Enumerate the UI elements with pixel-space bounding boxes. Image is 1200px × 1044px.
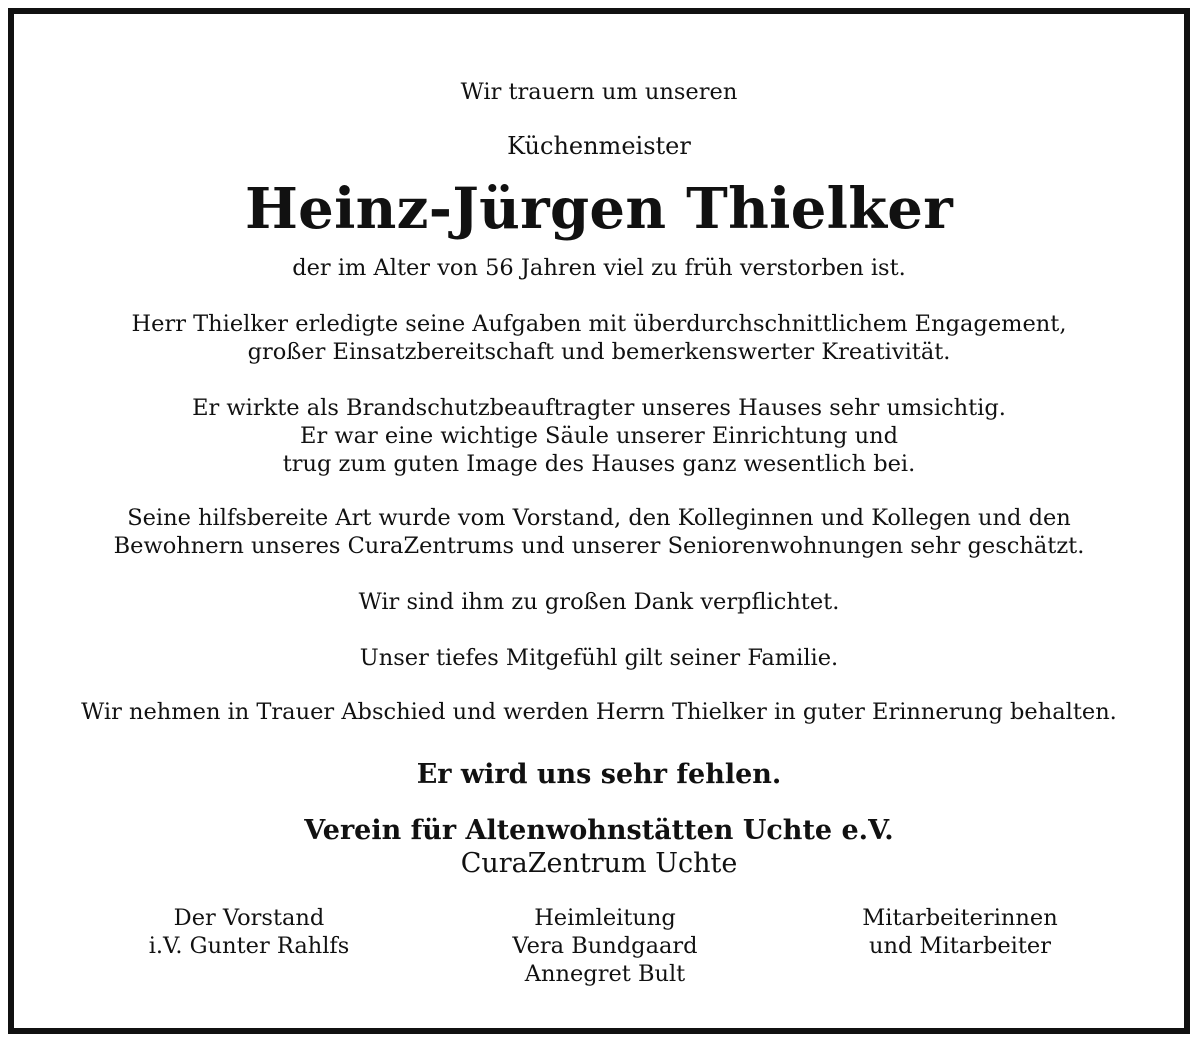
obituary-notice: [8, 8, 1190, 1034]
signature-management: [455, 904, 755, 988]
signature-line: Vera Bundgaard: [512, 933, 698, 959]
paragraph-engagement-line: großer Einsatzbereitschaft und bemerkenswerter Kreativität.: [247, 339, 951, 365]
paragraph-gratitude: Wir sind ihm zu großen Dank verpflichtet.: [358, 589, 840, 615]
signature-line: Heimleitung: [534, 905, 676, 931]
suborganization-name: CuraZentrum Uchte: [460, 848, 738, 879]
paragraph-farewell: Wir nehmen in Trauer Abschied und werden Herrn Thielker in guter Erinnerung behalten.: [81, 699, 1117, 725]
intro-line: Wir trauern um unseren: [460, 79, 738, 105]
signature-line: Der Vorstand: [173, 905, 325, 931]
signature-staff: [810, 904, 1110, 960]
signature-line: Mitarbeiterinnen: [862, 905, 1058, 931]
paragraph-appreciation-line: Bewohnern unseres CuraZentrums und unserer Seniorenwohnungen sehr geschätzt.: [113, 533, 1085, 559]
paragraph-appreciation-line: Seine hilfsbereite Art wurde vom Vorstand, den Kolleginnen und Kollegen und den: [127, 505, 1071, 531]
age-line: der im Alter von 56 Jahren viel zu früh verstorben ist.: [292, 255, 906, 281]
deceased-name: Heinz-Jürgen Thielker: [244, 176, 954, 242]
closing-line: Er wird uns sehr fehlen.: [416, 759, 782, 790]
paragraph-fire-safety-line: trug zum guten Image des Hauses ganz wesentlich bei.: [282, 451, 916, 477]
role-title: Küchenmeister: [507, 132, 691, 160]
paragraph-engagement-line: Herr Thielker erledigte seine Aufgaben mit überdurchschnittlichem Engagement,: [131, 311, 1067, 337]
signature-line: Annegret Bult: [524, 961, 686, 987]
organization-name: Verein für Altenwohnstätten Uchte e.V.: [304, 815, 894, 846]
signature-line: und Mitarbeiter: [868, 933, 1051, 959]
paragraph-fire-safety-line: Er war eine wichtige Säule unserer Einrichtung und: [300, 423, 898, 449]
signature-line: i.V. Gunter Rahlfs: [148, 933, 350, 959]
paragraph-fire-safety-line: Er wirkte als Brandschutzbeauftragter unseres Hauses sehr umsichtig.: [192, 395, 1006, 421]
signature-board: [99, 904, 399, 960]
paragraph-condolence: Unser tiefes Mitgefühl gilt seiner Familie.: [359, 645, 839, 671]
